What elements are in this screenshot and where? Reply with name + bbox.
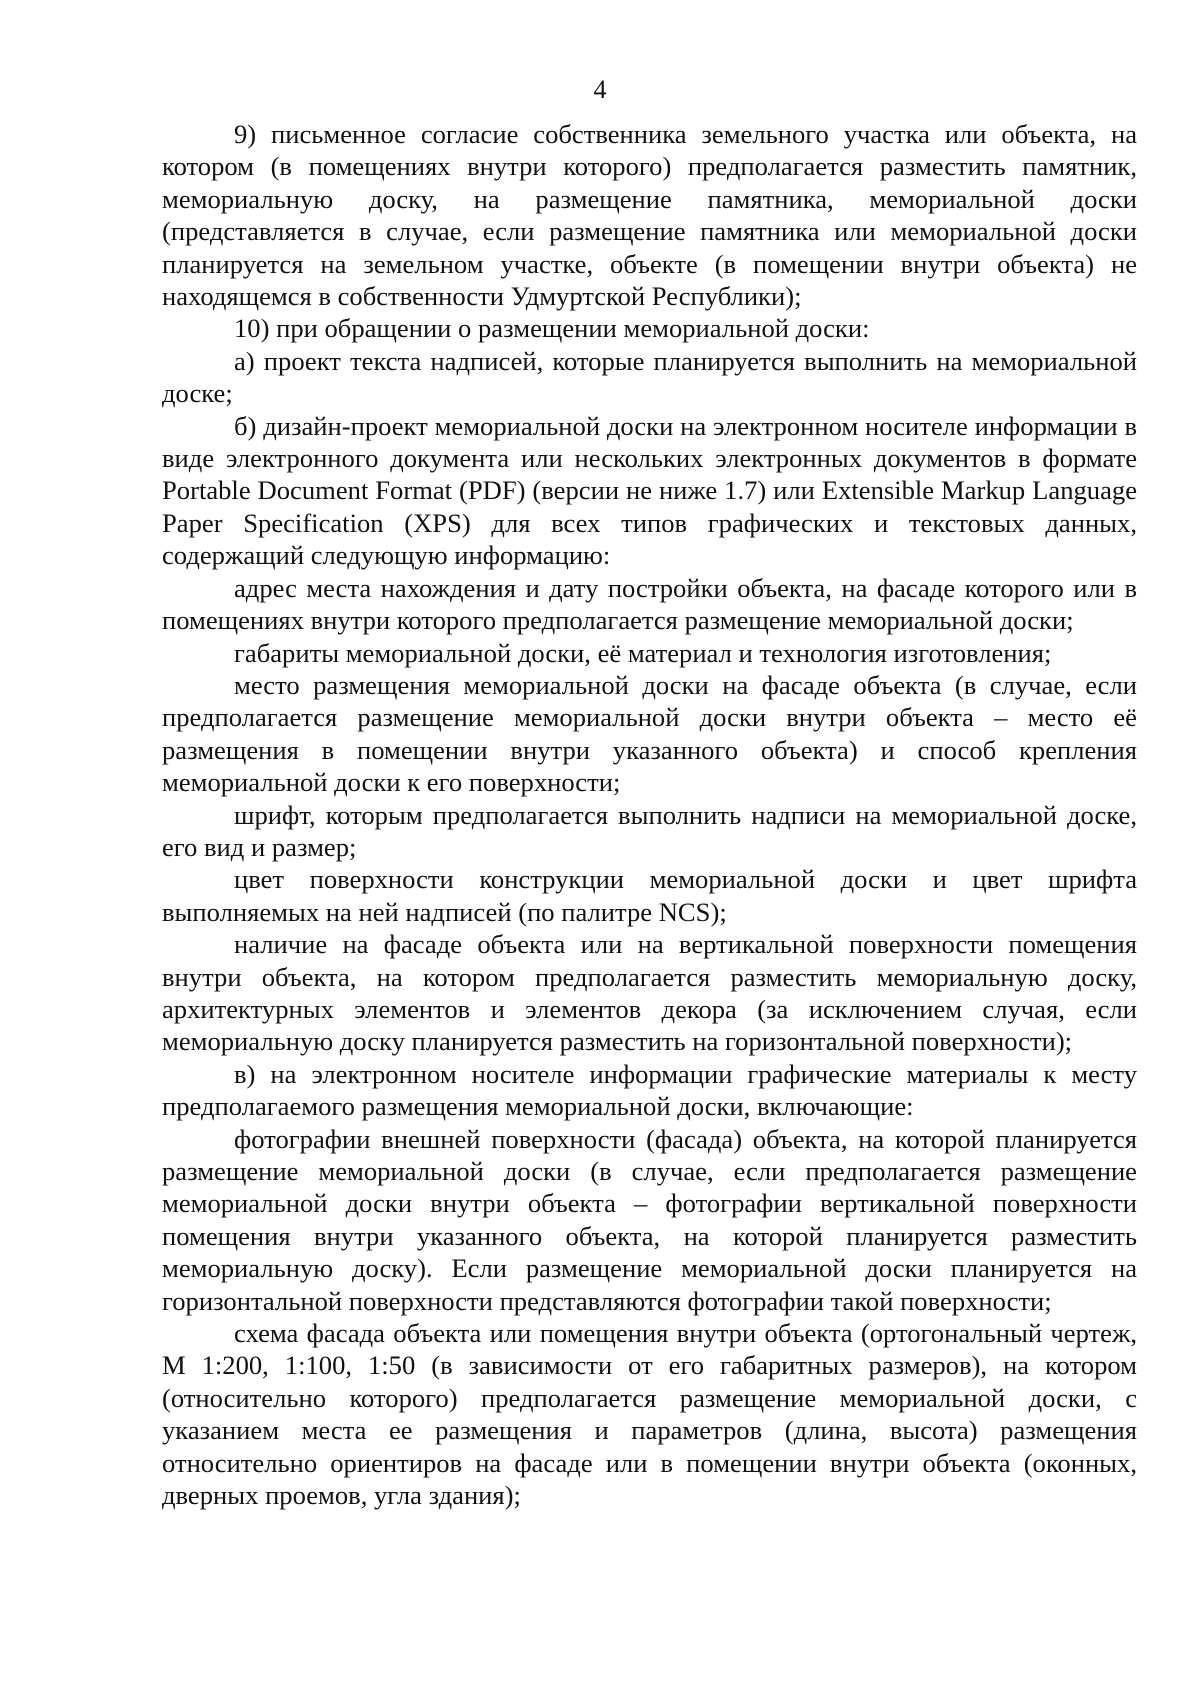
paragraph-subitem-v-graphic-materials: в) на электронном носителе информации графические материалы к месту предполагаемого размещения мемориальной доски, включающие: (162, 1058, 1137, 1122)
paragraph-item-9-consent: 9) письменное согласие собственника земельного участка или объекта, на котором (в помещениях внутри которого) предполагается разместить памятник, мемориальную доску, на размещение памятника, мемориальной доски (представляется в случае, если размещение памятника или мемориальной доски планируется на земельном участке, объекте (в помещении внутри объекта) не находящемся в собственности Удмуртской Республики); (162, 119, 1137, 312)
paragraph-architectural-elements: наличие на фасаде объекта или на вертикальной поверхности помещения внутри объекта, на котором предполагается разместить мемориальную доску, архитектурных элементов и элементов декора (за исключением случая, если мемориальную доску планируется разместить на горизонтальной поверхности); (162, 929, 1137, 1057)
paragraph-placement: место размещения мемориальной доски на фасаде объекта (в случае, если предполагается размещение мемориальной доски внутри объекта – место её размещения в помещении внутри указанного объекта) и способ крепления мемориальной доски к его поверхности; (162, 669, 1137, 798)
paragraph-facade-scheme: схема фасада объекта или помещения внутри объекта (ортогональный чертеж, М 1:200, 1:100, 1:50 (в зависимости от его габаритных размеров), на котором (относительно которого) предполагается размещение мемориальной доски, с указанием места ее размещения и параметров (длина, высота) размещения относительно ориентиров на фасаде или в помещении внутри объекта (оконных, дверных проемов, угла здания); (162, 1318, 1137, 1511)
paragraph-color: цвет поверхности конструкции мемориальной доски и цвет шрифта выполняемых на ней надписей (по палитре NCS); (162, 864, 1137, 927)
paragraph-dimensions: габариты мемориальной доски, её материал и технология изготовления; (234, 637, 1052, 668)
document-body (162, 118, 1137, 1511)
paragraph-photos: фотографии внешней поверхности (фасада) объекта, на которой планируется размещение мемориальной доски (в случае, если предполагается размещение мемориальной доски внутри объекта – фотографии вертикальной поверхности помещения внутри указанного объекта, на которой планируется разместить мемориальную доску). Если размещение мемориальной доски планируется на горизонтальной поверхности представляются фотографии такой поверхности; (162, 1123, 1137, 1316)
paragraph-item-10-memorial-plaque: 10) при обращении о размещении мемориальной доски: (234, 313, 870, 344)
paragraph-subitem-a-text-project: а) проект текста надписей, которые планируется выполнить на мемориальной доске; (162, 345, 1137, 409)
page-number: 4 (593, 75, 607, 104)
paragraph-font: шрифт, которым предполагается выполнить надписи на мемориальной доске, его вид и размер; (162, 799, 1137, 862)
paragraph-subitem-b-design-project: б) дизайн-проект мемориальной доски на электронном носителе информации в виде электронного документа или нескольких электронных документов в формате Portable Document Format (PDF) (версии не ниже 1.7) или Extensible Markup Language Paper Specification (XPS) для всех типов графических и текстовых данных, содержащий следующую информацию: (162, 410, 1137, 571)
paragraph-address: адрес места нахождения и дату постройки объекта, на фасаде которого или в помещениях внутри которого предполагается размещение мемориальной доски; (162, 572, 1137, 636)
